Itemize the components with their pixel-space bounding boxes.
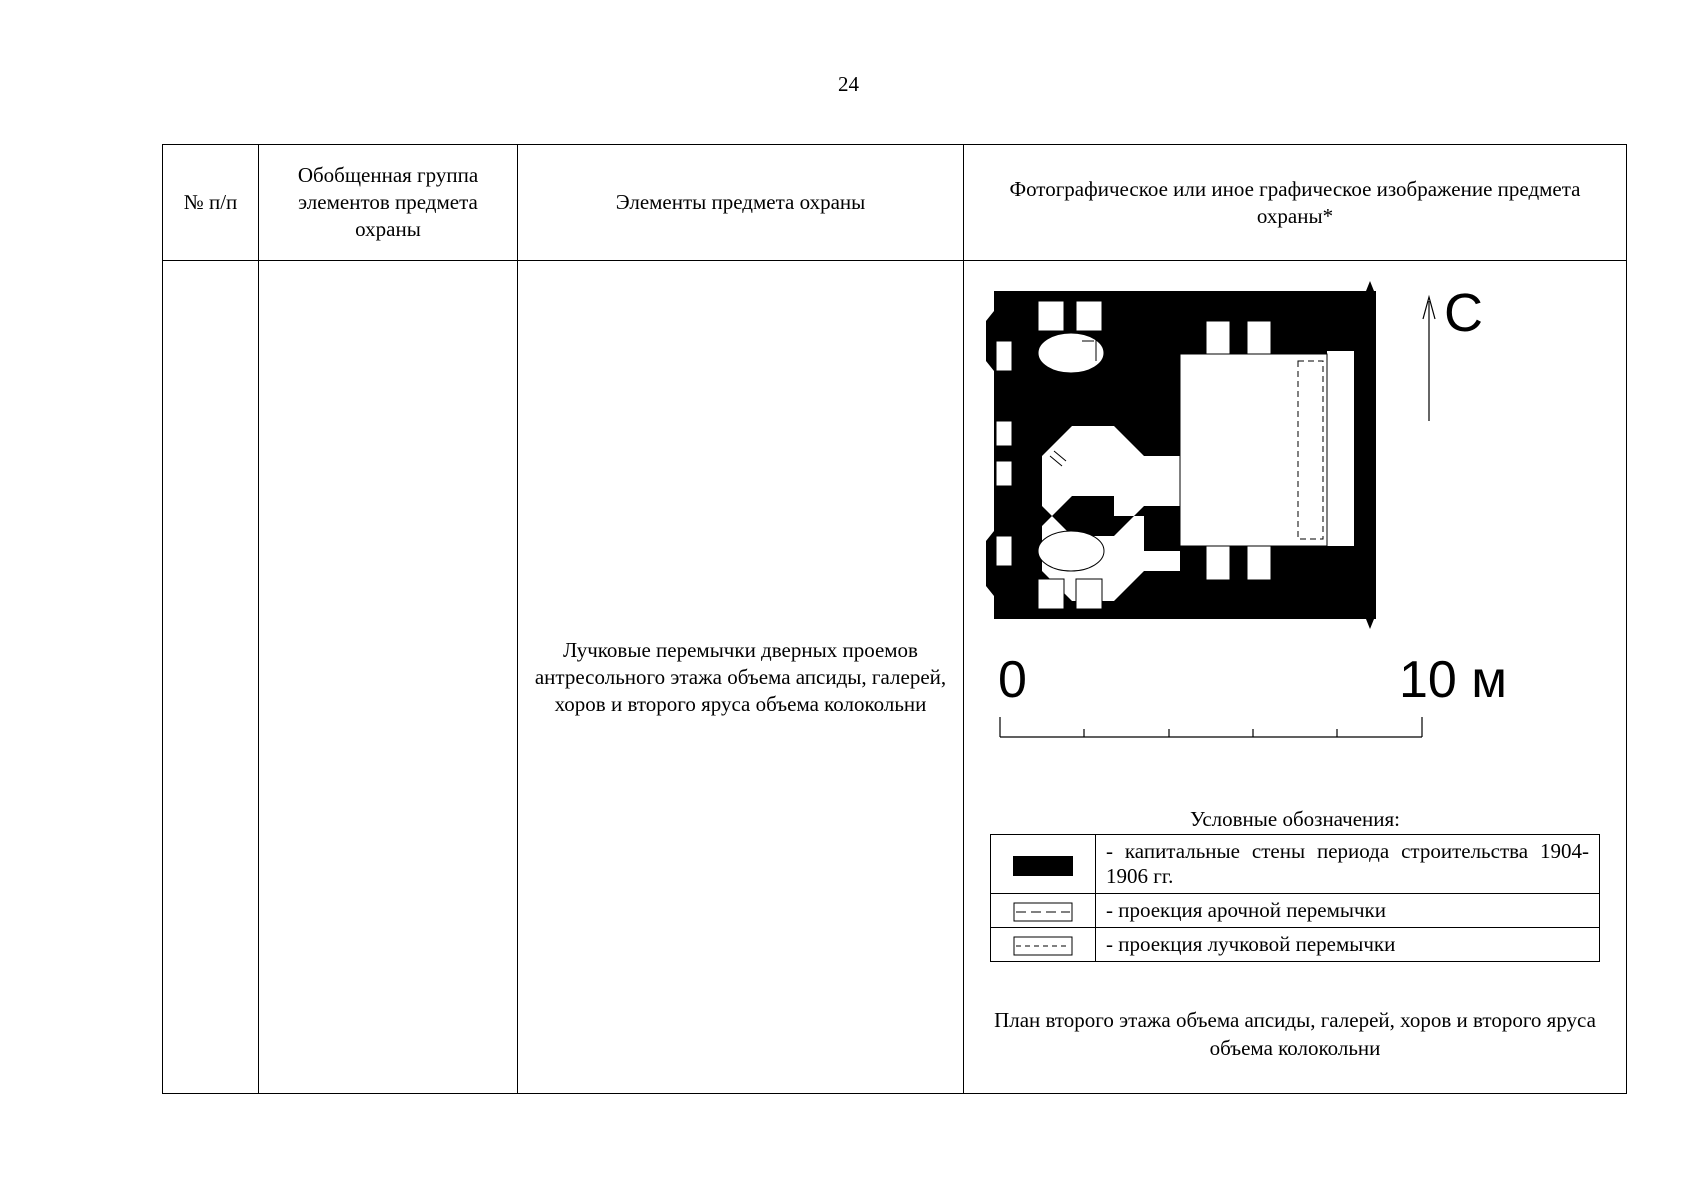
- legend-text-arch: - проекция арочной перемычки: [1096, 894, 1600, 928]
- header-group: [259, 145, 518, 261]
- legend-row: [991, 928, 1600, 962]
- table-row: [163, 261, 1627, 1094]
- legend-text-segmental: - проекция лучковой перемычки: [1096, 928, 1600, 962]
- protection-table: [162, 144, 1627, 1094]
- north-label: С: [1444, 283, 1483, 343]
- legend-row: [991, 894, 1600, 928]
- header-image-text: Фотографическое или иное графическое изображение предмета охраны*: [1009, 176, 1581, 228]
- legend-symbol-walls: [991, 835, 1096, 894]
- legend-symbol-arch: [991, 894, 1096, 928]
- legend-title: Условные обозначения:: [1189, 807, 1401, 831]
- floor-plan-figure: [964, 261, 1626, 1093]
- plan-wall-east: [1327, 291, 1354, 351]
- figure-caption: План второго этажа объема апсиды, галерей, хоров и второго яруса объема колокольни: [994, 1008, 1596, 1060]
- header-elements: Элементы предмета охраны: [518, 145, 964, 261]
- element-description: Лучковые перемычки дверных проемов антресольного этажа объема апсиды, галерей, хоров и второго яруса объема колокольни: [534, 637, 947, 716]
- scale-bar: [1000, 717, 1422, 737]
- solid-black-swatch-icon: [1013, 856, 1073, 876]
- cell-group: [259, 261, 518, 1094]
- legend-text-walls: - капитальные стены периода строительства 1904-1906 гг.: [1096, 835, 1600, 894]
- header-group-text: Обобщенная группа элементов предмета охраны: [297, 163, 479, 241]
- cell-num: [163, 261, 259, 1094]
- legend-row: [991, 835, 1600, 894]
- scale-end-label: 10 м: [1399, 651, 1508, 709]
- page-number: 24: [838, 72, 859, 96]
- arch-dashed-swatch-icon: [1013, 902, 1073, 922]
- header-image: [964, 145, 1627, 261]
- segmental-dashed-swatch-icon: [1013, 936, 1073, 956]
- scale-start-label: 0: [998, 651, 1027, 709]
- legend-symbol-segmental: [991, 928, 1096, 962]
- header-num: № п/п: [163, 145, 259, 261]
- cell-image: [964, 261, 1627, 1094]
- table-header-row: [163, 145, 1627, 261]
- north-arrow: [1423, 283, 1483, 421]
- cell-elements: [518, 261, 964, 1094]
- legend-table: [990, 834, 1600, 962]
